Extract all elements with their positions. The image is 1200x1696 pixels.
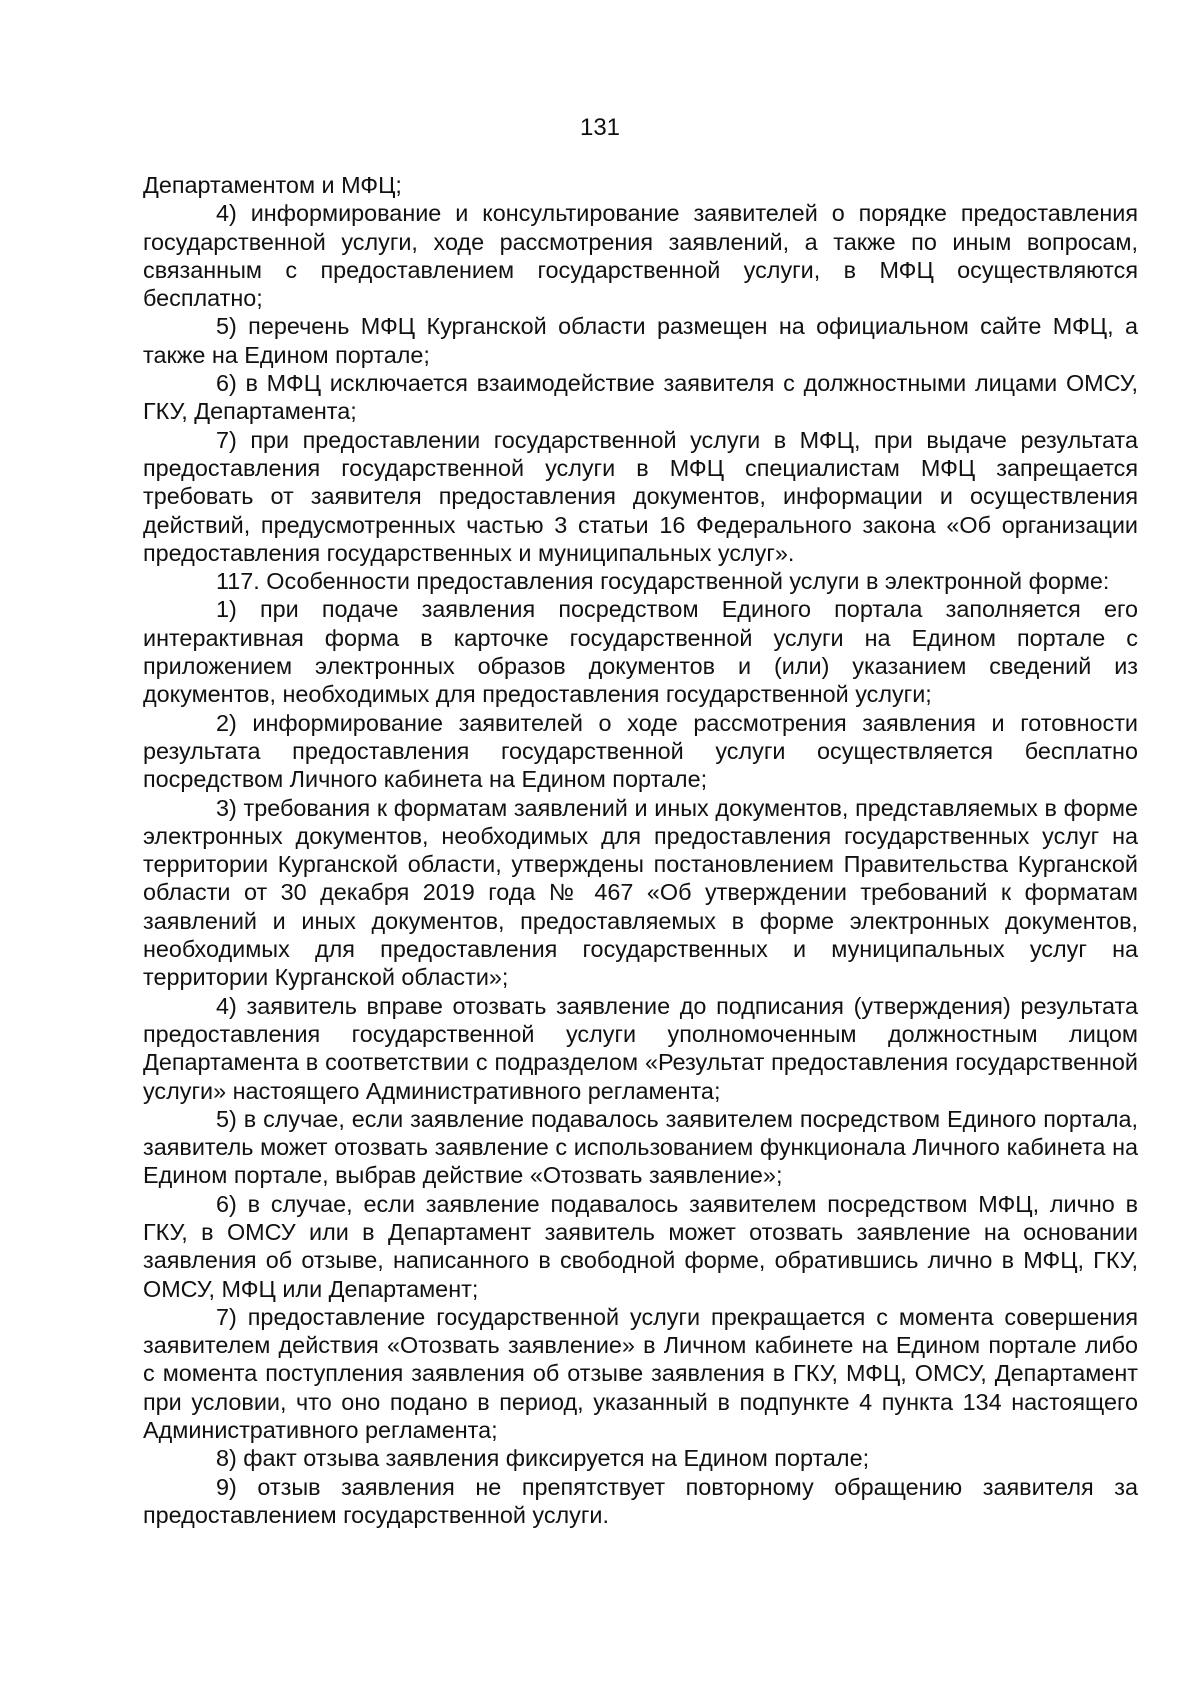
paragraph: 3) требования к форматам заявлений и иных документов, представляемых в форме электронных документов, необходимых для предоставления государственных услуг на территории Курганской области, утверждены постановлением Правительства Курганской области от 30 декабря 2019 года № 467 «Об утверждении требований к форматам заявлений и иных документов, предоставляемых в форме электронных документов, необходимых для предоставления государственных и муниципальных услуг на территории Курганской области»;	[143, 794, 1138, 991]
paragraph: 5) в случае, если заявление подавалось заявителем посредством Единого портала, заявитель может отозвать заявление с использованием функционала Личного кабинета на Едином портале, выбрав действие «Отозвать заявление»;	[143, 1105, 1138, 1189]
paragraph: 1) при подаче заявления посредством Единого портала заполняется его интерактивная форма в карточке государственной услуги на Едином портале с приложением электронных образов документов и (или) указанием сведений из документов, необходимых для предоставления государственной услуги;	[143, 596, 1138, 708]
paragraph: 7) предоставление государственной услуги прекращается с момента совершения заявителем действия «Отозвать заявление» в Личном кабинете на Едином портале либо с момента поступления заявления об отзыве заявления в ГКУ, МФЦ, ОМСУ, Департамент при условии, что оно подано в период, указанный в подпункте 4 пункта 134 настоящего Административного регламента;	[143, 1303, 1138, 1444]
paragraph: 7) при предоставлении государственной услуги в МФЦ, при выдаче результата предоставления государственной услуги в МФЦ специалистам МФЦ запрещается требовать от заявителя предоставления документов, информации и осуществления действий, предусмотренных частью 3 статьи 16 Федерального закона «Об организации предоставления государственных и муниципальных услуг».	[143, 426, 1138, 566]
paragraph: Департаментом и МФЦ;	[143, 172, 402, 198]
paragraph: 9) отзыв заявления не препятствует повторному обращению заявителя за предоставлением государственной услуги.	[143, 1473, 1138, 1528]
paragraph: 6) в случае, если заявление подавалось заявителем посредством МФЦ, лично в ГКУ, в ОМСУ или в Департамент заявитель может отозвать заявление на основании заявления об отзыве, написанного в свободной форме, обратившись лично в МФЦ, ГКУ, ОМСУ, МФЦ или Департамент;	[143, 1190, 1138, 1302]
paragraph: 2) информирование заявителей о ходе рассмотрения заявления и готовности результата предоставления государственной услуги осуществляется бесплатно посредством Личного кабинета на Едином портале;	[143, 709, 1138, 793]
document-body	[143, 171, 1138, 1529]
paragraph: 6) в МФЦ исключается взаимодействие заявителя с должностными лицами ОМСУ, ГКУ, Департамента;	[143, 370, 1138, 425]
page-number: 131	[579, 114, 621, 141]
section-heading-paragraph: 117. Особенности предоставления государственной услуги в электронной форме:	[216, 568, 1110, 595]
paragraph: 4) информирование и консультирование заявителей о порядке предоставления государственной услуги, ходе рассмотрения заявлений, а также по иным вопросам, связанным с предоставлением государственной услуги, в МФЦ осуществляются бесплатно;	[143, 200, 1138, 312]
paragraph: 5) перечень МФЦ Курганской области размещен на официальном сайте МФЦ, а также на Едином портале;	[143, 313, 1138, 368]
paragraph: 8) факт отзыва заявления фиксируется на Едином портале;	[216, 1445, 870, 1472]
paragraph: 4) заявитель вправе отозвать заявление до подписания (утверждения) результата предоставления государственной услуги уполномоченным должностным лицом Департамента в соответствии с подразделом «Результат предоставления государственной услуги» настоящего Административного регламента;	[143, 992, 1138, 1104]
